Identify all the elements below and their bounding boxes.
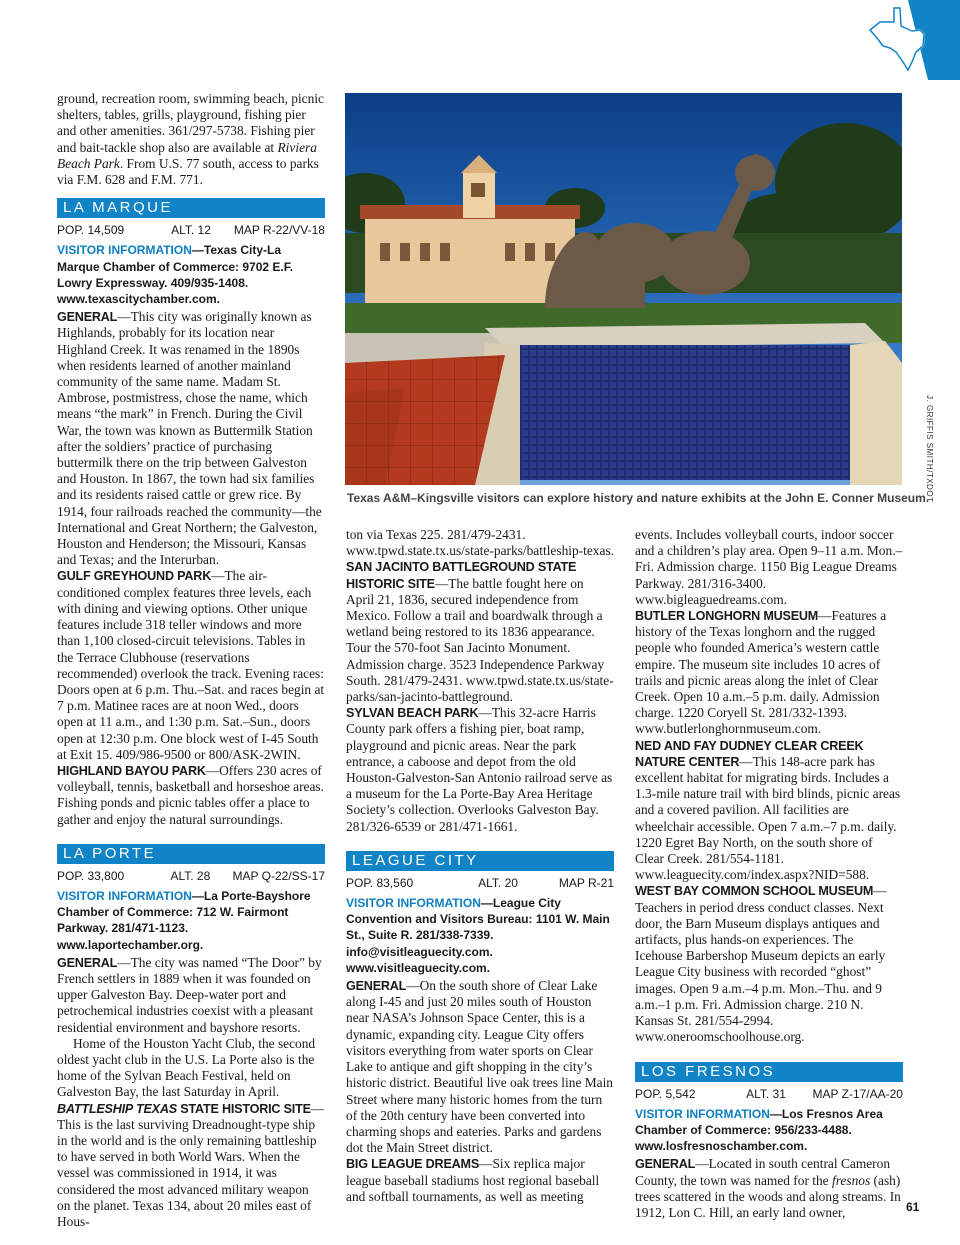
texas-outline-icon [868, 0, 960, 80]
stats-league-city: POP. 83,560 ALT. 20 MAP R-21 [346, 875, 614, 890]
big-league-continued: events. Includes volleyball courts, indoor soccer and a children’s play area. Open 9–11 a.m. Mon.–Fri. Admission charge. 1150 Big League Dreams Parkway. 281/316-3400. www.bigleaguedreams.com. [635, 527, 903, 607]
section-heading-la-marque: LA MARQUE [57, 198, 325, 218]
battleship-texas: BATTLESHIP TEXAS STATE HISTORIC SITE—This is the last surviving Dreadnought-type ship in the world and is the only remaining battleship to have served in both World Wars. When the vessel was commissioned in 1914, it was considered the most advanced military weapon on the planet. Texas 134, about 20 miles east of Hous- [57, 1100, 325, 1229]
museum-photo [345, 93, 902, 485]
visitor-info-los-fresnos: VISITOR INFORMATION—Los Fresnos Area Chamber of Commerce: 956/233-4488. www.losfresnoschamber.com. [635, 1106, 883, 1154]
visitor-info-league-city: VISITOR INFORMATION—League City Convention and Visitors Bureau: 1101 W. Main St., Suite R. 281/338-7339. info@visitleaguecity.com. www.visitleaguecity.com. [346, 896, 610, 975]
photo-credit: J. GRIFFIS SMITH/TXDOT [925, 395, 934, 503]
intro-paragraph: ground, recreation room, swimming beach, picnic shelters, tables, grills, playground, fishing pier and other amenities. 361/297-5738. Fishing pier and bait-tackle shop also are available at Riviera Beach Park. From U.S. 77 south, access to parks via F.M. 628 and F.M. 771. [57, 91, 324, 188]
photo-caption: Texas A&M–Kingsville visitors can explore history and nature exhibits at the John E. Conner Museum. [347, 491, 930, 505]
general-la-marque: GENERAL—This city was originally known as Highlands, probably for its location near Highland Creek. It was renamed in the 1890s when residents learned of another mainland community of the same name. Madam St. Ambrose, postmistress, chose the name, which means “the mark” in French. During the Civil War, the town was known as Buttermilk Station after the soldiers’ practice of purchasing buttermilk there on the trip between Galveston and Houston. In 1867, the town had six families and its residents raised cattle or grew rice. By 1914, four railroads reached the community—the International and Great Northern; the Galveston, Houston and Henderson; the Missouri, Kansas and Texas; and the Interurban. [57, 309, 322, 568]
sylvan-beach-park: SYLVAN BEACH PARK—This 32-acre Harris County park offers a fishing pier, boat ramp, playground and picnic areas. Near the park entrance, a caboose and depot from the old Houston-Galveston-San Antonio railroad serve as a museum for the La Porte-Bay Area Heritage Society’s collection. Overlooks Galveston Bay. 281/326-6539 or 281/471-1661. [346, 705, 613, 834]
san-jacinto-site: SAN JACINTO BATTLEGROUND STATE HISTORIC SITE—The battle fought here on April 21, 1836, secured independence from Mexico. Follow a trail and boardwalk through a wetland being restored to its 1836 appearance. Tour the 570-foot San Jacinto Monument. Admission charge. 3523 Independence Parkway South. 281/479-2431. www.tpwd.state.tx.us/state-parks/san-jacinto-battleground. [346, 560, 614, 705]
butler-longhorn-museum: BUTLER LONGHORN MUSEUM—Features a history of the Texas longhorn and the rugged people who founded America’s western cattle empire. The museum site includes 10 acres of trails and picnic areas along the inlet of Clear Creek. Open 10 a.m.–5 p.m. daily. Admission charge. 1220 Coryell St. 281/332-1393. www.butlerlonghornmuseum.com. [635, 608, 887, 737]
section-heading-los-fresnos: LOS FRESNOS [635, 1062, 903, 1082]
page-number: 61 [906, 1200, 920, 1214]
general-la-porte: GENERAL—The city was named “The Door” by French settlers in 1889 when it was founded on upper Galveston Bay. Deep-water port and petrochemical industries coexist with a pleasant residential environment and bayshore resorts. [57, 954, 322, 1035]
battleship-continued: ton via Texas 225. 281/479-2431. www.tpwd.state.tx.us/state-parks/battleship-texas. [346, 527, 615, 559]
yacht-club-paragraph: Home of the Houston Yacht Club, the second oldest yacht club in the U.S. La Porte also is the home of the Sylvan Beach Festival, held on Galveston Bay, the last Saturday in April. [57, 1035, 316, 1100]
gulf-greyhound-park: GULF GREYHOUND PARK—The air-conditioned complex features three levels, each with dining and viewing options. Other unique features include 318 teller windows and more than 1,100 closed-circuit televisions. Tables in the Terrace Clubhouse (reservations recommended) overlook the track. Evening races: Doors open at 6 p.m. Thu.–Sat. and races begin at 7 p.m. Matinee races are at noon Wed., doors open at 11 a.m., and 1:30 p.m. Sat.–Sun., doors open at 12:30 p.m. One block west of I-45 South at Exit 15. 409/986-9500 or 800/ASK-2WIN. [57, 568, 325, 762]
column-3 [635, 527, 903, 1221]
column-1 [57, 91, 325, 1230]
visitor-info-la-porte: VISITOR INFORMATION—La Porte-Bayshore Chamber of Commerce: 712 W. Fairmont Parkway. 281/471-1123. www.laportechamber.org. [57, 888, 311, 952]
visitor-info-la-marque: VISITOR INFORMATION—Texas City-La Marque Chamber of Commerce: 9702 E.F. Lowry Expressway. 409/935-1408. www.texascitychamber.com. [57, 243, 294, 307]
stats-la-marque: POP. 14,509 ALT. 12 MAP R-22/VV-18 [57, 223, 325, 238]
section-heading-la-porte: LA PORTE [57, 844, 325, 864]
stats-la-porte: POP. 33,800 ALT. 28 MAP Q-22/SS-17 [57, 868, 325, 883]
big-league-dreams: BIG LEAGUE DREAMS—Six replica major league baseball stadiums host regional baseball and softball tournaments, as well as meeting [346, 1156, 600, 1204]
highland-bayou-park: HIGHLAND BAYOU PARK—Offers 230 acres of volleyball, tennis, basketball and horseshoe areas. Fishing ponds and picnic tables offer a place to gather and enjoy the natural surroundings. [57, 762, 324, 827]
column-2 [346, 527, 614, 1205]
general-league-city: GENERAL—On the south shore of Clear Lake along I-45 and just 20 miles south of Houston near NASA’s Johnson Space Center, this is a dynamic, expanding city. League City offers visitors everything from water sports on Clear Lake to antique and gift shopping in the city’s historic district. Beautiful live oak trees line Main Street where many historic homes from the turn of the 20th century have been converted into charming shops and eateries. Parks and gardens dot the Main Street district. [346, 978, 614, 1156]
clear-creek-nature-center: NED AND FAY DUDNEY CLEAR CREEK NATURE CENTER—This 148-acre park has excellent habitat for migrating birds. Includes a 1.3-mile nature trail with bird blinds, picnic areas and a covered pavilion. All facilities are wheelchair accessible. Open 7 a.m.–7 p.m. daily. 1220 Egret Bay North, on the south shore of Clear Creek. 281/554-1181. www.leaguecity.com/index.aspx?NID=588. [635, 738, 901, 883]
general-los-fresnos: GENERAL—Located in south central Cameron County, the town was named for the fresnos (ash) trees scattered in the woods and along streams. In 1912, Lon C. Hill, an early land owner, [635, 1156, 901, 1220]
section-heading-league-city: LEAGUE CITY [346, 851, 614, 871]
stats-los-fresnos: POP. 5,542 ALT. 31 MAP Z-17/AA-20 [635, 1086, 903, 1101]
west-bay-school-museum: WEST BAY COMMON SCHOOL MUSEUM—Teachers in period dress conduct classes. Next door, the Barn Museum displays antiques and artifacts, plus hands-on experiences. The Icehouse Barbershop Museum depicts an early League City business with recorded “ghost” images. Open 9 a.m.–4 p.m. Mon.–Thu. and 9 a.m.–1 p.m. Fri. Admission charge. 210 N. Kansas St. 281/554-2994. www.oneroomschoolhouse.org. [635, 883, 887, 1045]
